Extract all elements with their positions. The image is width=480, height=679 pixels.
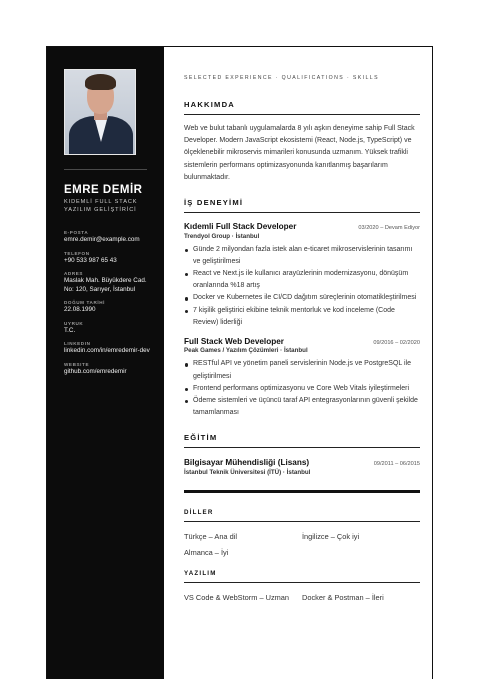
bullet-item: RESTful API ve yönetim paneli servislerinin Node.js ve PostgreSQL ile geliştirilmesi — [184, 358, 420, 382]
bullet-item: React ve Next.js ile kullanıcı arayüzlerinin modernizasyonu, dönüşüm oranlarında %18 artış — [184, 268, 420, 292]
job-date: 03/2020 – Devam Ediyor — [358, 225, 420, 232]
education-entry — [184, 458, 420, 476]
sidebar-divider — [64, 169, 147, 170]
languages-section — [184, 509, 420, 560]
section-break — [184, 490, 420, 493]
language-item: İngilizce – Çok iyi — [302, 531, 360, 541]
job-role: Kıdemli Full Stack Developer — [184, 222, 297, 232]
contact-value: T.C. — [64, 326, 76, 334]
main-content — [184, 47, 420, 605]
contact-value[interactable]: linkedin.com/in/emredemir-dev — [64, 347, 150, 355]
contact-value[interactable]: emre.demir@example.com — [64, 236, 140, 244]
profile-name: EMRE DEMİR — [64, 184, 143, 196]
job-role: Full Stack Web Developer — [184, 336, 284, 346]
contact-label: E-POSTA — [64, 230, 89, 236]
contact-label: DOĞUM TARİHİ — [64, 300, 106, 306]
section-title: DİLLER — [184, 509, 420, 522]
section-title: YAZILIM — [184, 570, 420, 583]
section-title: EĞİTİM — [184, 433, 420, 448]
contact-phone — [64, 251, 164, 266]
section-title: İŞ DENEYİMİ — [184, 198, 420, 213]
bullet-item: Frontend performans optimizasyonu ve Core Web Vitals iyileştirmeleri — [184, 383, 420, 395]
experience-section — [184, 198, 420, 419]
job-bullets — [184, 244, 420, 329]
language-item: Türkçe – Ana dil — [184, 531, 237, 541]
bullet-item: Günde 2 milyondan fazla istek alan e-ticaret mikroservislerinin tasarımı ve geliştirilmesi — [184, 244, 420, 268]
job-date: 09/2016 – 02/2020 — [373, 339, 420, 346]
contact-label: ADRES — [64, 271, 84, 277]
software-section — [184, 570, 420, 604]
contact-list — [64, 230, 164, 376]
profile-title: KIDEMLİ FULL STACK YAZILIM GELİŞTİRİCİ — [64, 199, 138, 213]
profile-photo — [64, 69, 136, 155]
contact-label: TELEFON — [64, 250, 90, 256]
contact-birthdate — [64, 300, 164, 315]
software-item: Docker & Postman – İleri — [302, 593, 384, 603]
section-title: HAKKIMDA — [184, 100, 420, 115]
sidebar — [47, 47, 164, 679]
contact-linkedin — [64, 341, 164, 356]
contact-label: LINKEDIN — [64, 341, 91, 347]
contact-email — [64, 230, 164, 245]
contact-value: 22.08.1990 — [64, 306, 96, 314]
contact-website — [64, 362, 164, 377]
about-section — [184, 100, 420, 184]
education-section — [184, 433, 420, 476]
resume-sheet — [46, 46, 433, 679]
job-entry — [184, 222, 420, 329]
languages-list — [184, 529, 420, 560]
education-date: 09/2011 – 06/2015 — [373, 461, 420, 468]
bullet-item: 7 kişilik geliştirici ekibine teknik mentorluk ve kod inceleme (Code Review) liderliği — [184, 305, 420, 329]
contact-value: Maslak Mah. Büyükdere Cad. No: 120, Sarıyer, İstanbul — [64, 277, 147, 293]
section-nav: SELECTED EXPERIENCE · QUALIFICATIONS · SKILLS — [184, 75, 379, 81]
about-text: Web ve bulut tabanlı uygulamalarda 8 yılı aşkın deneyime sahip Full Stack Developer. Modern JavaScript ekosistemi (React, Node.js, TypeScript) ve ölçeklenebilir mikroservis mimarileri konusunda uzmanım. Yüksek trafikli sistemlerin performans optimizasyonunda kanıtlanmış başarılarım bulunmaktadır. — [184, 125, 415, 181]
contact-nationality — [64, 321, 164, 336]
job-entry — [184, 337, 420, 420]
job-company: Trendyol Group · İstanbul — [184, 232, 260, 240]
contact-value[interactable]: github.com/emredemir — [64, 367, 127, 375]
software-list — [184, 590, 420, 604]
software-item: VS Code & WebStorm – Uzman — [184, 593, 290, 603]
contact-value[interactable]: +90 533 987 65 43 — [64, 256, 117, 264]
job-company: Peak Games / Yazılım Çözümleri · İstanbul — [184, 347, 308, 355]
language-item: Almanca – İyi — [184, 547, 229, 557]
contact-label: WEBSITE — [64, 361, 90, 367]
contact-label: UYRUK — [64, 320, 84, 326]
contact-address — [64, 271, 164, 294]
education-degree: Bilgisayar Mühendisliği (Lisans) — [184, 458, 310, 468]
bullet-item: Ödeme sistemleri ve üçüncü taraf API entegrasyonlarının güvenli şekilde tamamlanması — [184, 395, 420, 419]
bullet-item: Docker ve Kubernetes ile CI/CD dağıtım süreçlerinin otomatikleştirilmesi — [184, 292, 420, 304]
job-bullets — [184, 358, 420, 419]
education-school: İstanbul Teknik Üniversitesi (İTÜ) · İstanbul — [184, 468, 311, 476]
